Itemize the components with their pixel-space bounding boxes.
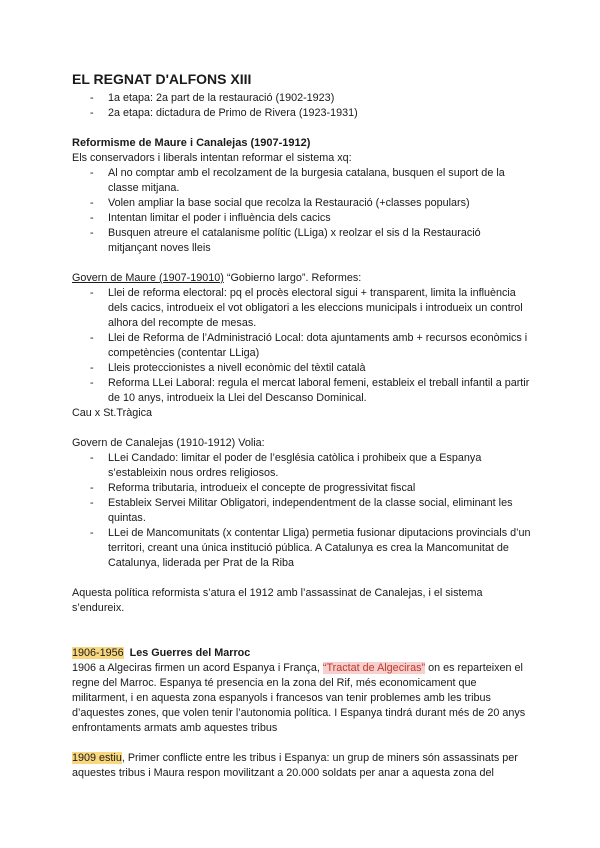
date-highlight: 1909 estiu (72, 752, 122, 764)
morocco-paragraph-2 (72, 751, 532, 781)
list-item: - Volen ampliar la base social que recolza la Restauració (+classes populars) (72, 196, 532, 211)
canalejas-heading: Govern de Canalejas (1910-1912) Volia: (72, 437, 265, 449)
maura-heading-rest: “Gobierno largo”. Reformes: (223, 272, 362, 284)
morocco-title: Les Guerres del Marroc (129, 647, 251, 659)
list-item: - Llei de Reforma de l’Administració Local: dota ajuntaments amb + recursos econòmics i competències (contentar LLiga) (72, 331, 532, 361)
paragraph-text: 1906 a Algeciras firmen un acord Espanya i França, (72, 662, 323, 674)
maura-outro: Cau x St.Tràgica (72, 407, 153, 419)
list-item: - LLei de Mancomunitats (x contentar Lliga) permetia fusionar diputacions provincials d’un territori, creant una única institució pública. A Catalunya es crea la Mancomunitat de Catalunya, liderada per Prat de la Riba (72, 526, 532, 571)
maura-heading (72, 271, 532, 286)
list-item: - Al no comptar amb el recolzament de la burgesia catalana, busquen el suport de la classe mitjana. (72, 166, 532, 196)
list-item: - 2a etapa: dictadura de Primo de Rivera (1923-1931) (72, 106, 532, 121)
list-item: - LLei Candado: limitar el poder de l’església catòlica i prohibeix que a Espanya s’estableixin nous ordres religiosos. (72, 451, 532, 481)
list-item: - Reforma LLei Laboral: regula el mercat laboral femeni, estableix el treball infantil a partir de 10 anys, introdueix la Llei del Descanso Dominical. (72, 376, 532, 406)
list-item: - Intentan limitar el poder i influència dels cacics (72, 211, 532, 226)
list-item: - Busquen atreure el catalanisme polític (LLiga) x reolzar el sis d la Restauració mitjançant noves lleis (72, 226, 532, 256)
list-item: - Llei de reforma electoral: pq el procès electoral sigui + transparent, limita la influència dels cacics, introdueix el vot obligatori a les eleccions municipals i introdueix un control alhora del recompte de mesas. (72, 286, 532, 331)
list-item: - 1a etapa: 2a part de la restauració (1902-1923) (72, 91, 532, 106)
canalejas-list (72, 451, 532, 571)
list-item: - Lleis proteccionistes a nivell econòmic del tèxtil català (72, 361, 532, 376)
paragraph-text: , Primer conflicte entre les tribus i Espanya: un grup de miners són assassinats per aquestes tribus i Maura respon movilitzant a 20.000 soldats per anar a aquesta zona del (72, 752, 518, 779)
treaty-highlight: “Tractat de Algeciras” (322, 662, 426, 674)
morocco-dates: 1906-1956 (72, 647, 124, 659)
stages-list (72, 91, 532, 121)
list-item: - Estableix Servei Militar Obligatori, independentment de la classe social, eliminant les quintas. (72, 496, 532, 526)
maura-heading-underlined: Govern de Maure (1907-19010) (72, 272, 224, 284)
paragraph-text: on es reparteixen el regne del Marroc. Espanya té presencia en la zona del Rif, més economicament que militarment, i en aquesta zona espanyols i francesos van tenir problemes amb les tribus d’aquestes zones, que volen tenir l’autonomia política. I Espanya tindrá durant més de 20 anys enfrontaments armats amb aquestes tribus (72, 662, 526, 734)
reasons-list (72, 166, 532, 256)
morocco-heading (72, 646, 532, 661)
maura-reforms-list (72, 286, 532, 406)
reformism-intro: Els conservadors i liberals intentan reformar el sistema xq: (72, 152, 352, 164)
canalejas-conclusion: Aquesta política reformista s’atura el 1912 amb l’assassinat de Canalejas, i el sistema s’endureix. (72, 587, 483, 614)
morocco-paragraph-1 (72, 661, 532, 736)
document-body (72, 70, 532, 781)
document-title: EL REGNAT D'ALFONS XIII (72, 71, 252, 87)
list-item: - Reforma tributaria, introdueix el concepte de progressivitat fiscal (72, 481, 532, 496)
section-heading-reformism: Reformisme de Maure i Canalejas (1907-1912) (72, 137, 311, 149)
